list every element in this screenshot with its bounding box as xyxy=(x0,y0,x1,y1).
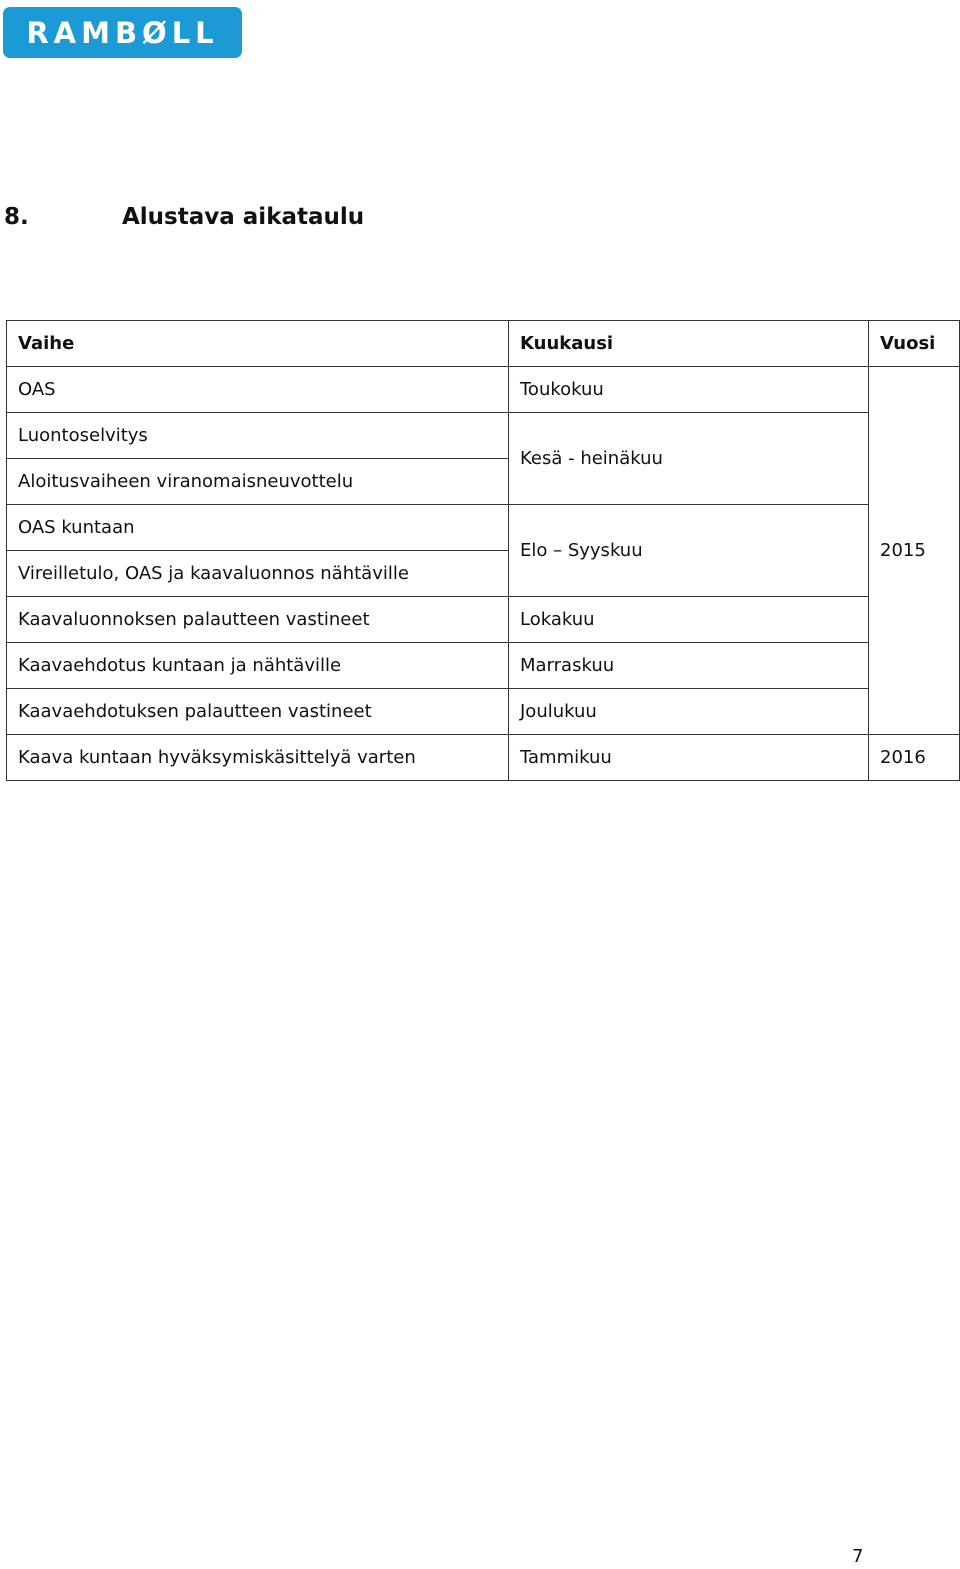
schedule-table xyxy=(6,320,960,781)
phase-cell: Kaava kuntaan hyväksymiskäsittelyä varten xyxy=(7,735,509,781)
phase-cell: Luontoselvitys xyxy=(7,413,509,459)
table-header-row xyxy=(7,321,960,367)
section-number: 8. xyxy=(4,204,29,230)
phase-cell: Kaavaehdotuksen palautteen vastineet xyxy=(7,689,509,735)
month-cell: Marraskuu xyxy=(509,643,869,689)
phase-cell: OAS kuntaan xyxy=(7,505,509,551)
table-row xyxy=(7,643,960,689)
header-month: Kuukausi xyxy=(509,321,869,367)
month-cell: Toukokuu xyxy=(509,367,869,413)
header-year: Vuosi xyxy=(869,321,960,367)
month-cell: Elo – Syyskuu xyxy=(509,505,869,597)
table-row xyxy=(7,597,960,643)
phase-cell: Aloitusvaiheen viranomaisneuvottelu xyxy=(7,459,509,505)
month-cell: Kesä - heinäkuu xyxy=(509,413,869,505)
table-row xyxy=(7,505,960,551)
phase-cell: Kaavaluonnoksen palautteen vastineet xyxy=(7,597,509,643)
phase-cell: Vireilletulo, OAS ja kaavaluonnos nähtäville xyxy=(7,551,509,597)
month-cell: Tammikuu xyxy=(509,735,869,781)
phase-cell: Kaavaehdotus kuntaan ja nähtäville xyxy=(7,643,509,689)
table-row xyxy=(7,735,960,781)
page-number: 7 xyxy=(852,1546,864,1567)
logo-text: RAMBØLL xyxy=(26,16,219,50)
month-cell: Joulukuu xyxy=(509,689,869,735)
table-row xyxy=(7,413,960,459)
table-row xyxy=(7,367,960,413)
section-title: Alustava aikataulu xyxy=(122,204,365,230)
month-cell: Lokakuu xyxy=(509,597,869,643)
table-row xyxy=(7,689,960,735)
rambol-logo xyxy=(3,7,242,58)
phase-cell: OAS xyxy=(7,367,509,413)
header-phase: Vaihe xyxy=(7,321,509,367)
year-cell-2015: 2015 xyxy=(869,367,960,735)
year-cell: 2016 xyxy=(869,735,960,781)
